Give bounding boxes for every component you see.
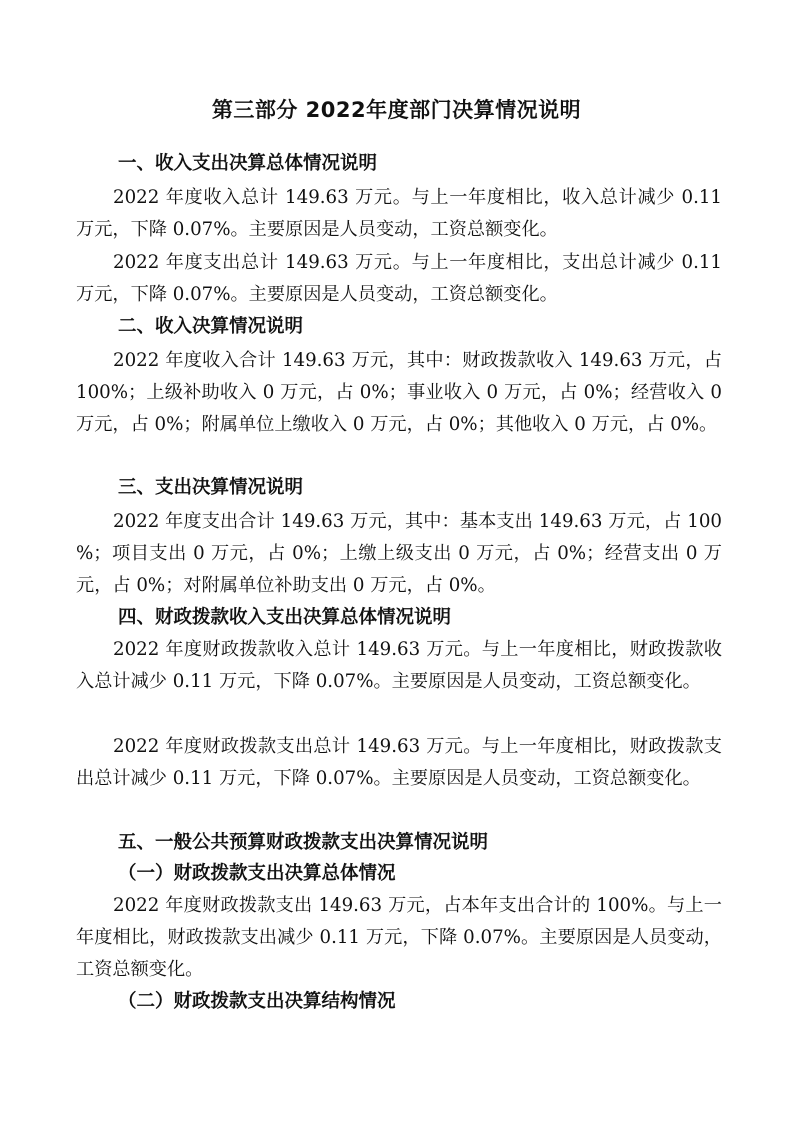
paragraph-income-breakdown: 2022 年度收入合计 149.63 万元，其中：财政拨款收入 149.63 万元，占 100%；上级补助收入 0 万元，占 0%；事业收入 0 万元，占 0%；经营收入 0 万元，占 0%；附属单位上缴收入 0 万元，占 0%；其他收入 0 万元，占 0%。 xyxy=(76,350,722,435)
paragraph-total-expenditure: 2022 年度支出总计 149.63 万元。与上一年度相比，支出总计减少 0.11 万元，下降 0.07%。主要原因是人员变动，工资总额变化。 xyxy=(76,252,722,305)
page-title: 第三部分 2022年度部门决算情况说明 xyxy=(211,98,582,122)
paragraph-fiscal-expenditure-overall: 2022 年度财政拨款支出 149.63 万元，占本年支出合计的 100%。与上一年度相比，财政拨款支出减少 0.11 万元，下降 0.07%。主要原因是人员变动，工资总额变化。 xyxy=(76,895,722,980)
section-heading-fiscal-appropriation-overview: 四、财政拨款收入支出决算总体情况说明 xyxy=(118,607,452,628)
section-heading-income-details: 二、收入决算情况说明 xyxy=(118,316,304,337)
paragraph-total-income: 2022 年度收入总计 149.63 万元。与上一年度相比，收入总计减少 0.11 万元，下降 0.07%。主要原因是人员变动，工资总额变化。 xyxy=(76,187,722,240)
subsection-heading-structure: （二）财政拨款支出决算结构情况 xyxy=(118,991,396,1012)
section-heading-income-expenditure-overview: 一、收入支出决算总体情况说明 xyxy=(118,153,378,174)
paragraph-expenditure-breakdown: 2022 年度支出合计 149.63 万元，其中：基本支出 149.63 万元，占 100%；项目支出 0 万元，占 0%；上缴上级支出 0 万元，占 0%；经营支出 0 万元，占 0%；对附属单位补助支出 0 万元，占 0%。 xyxy=(76,511,722,596)
paragraph-fiscal-income-total: 2022 年度财政拨款收入总计 149.63 万元。与上一年度相比，财政拨款收入总计减少 0.11 万元，下降 0.07%。主要原因是人员变动，工资总额变化。 xyxy=(76,639,722,692)
paragraph-fiscal-expenditure-total: 2022 年度财政拨款支出总计 149.63 万元。与上一年度相比，财政拨款支出总计减少 0.11 万元，下降 0.07%。主要原因是人员变动，工资总额变化。 xyxy=(76,736,722,789)
section-heading-general-public-budget: 五、一般公共预算财政拨款支出决算情况说明 xyxy=(118,832,489,853)
section-heading-expenditure-details: 三、支出决算情况说明 xyxy=(118,477,304,498)
subsection-heading-overall: （一）财政拨款支出决算总体情况 xyxy=(118,863,396,884)
